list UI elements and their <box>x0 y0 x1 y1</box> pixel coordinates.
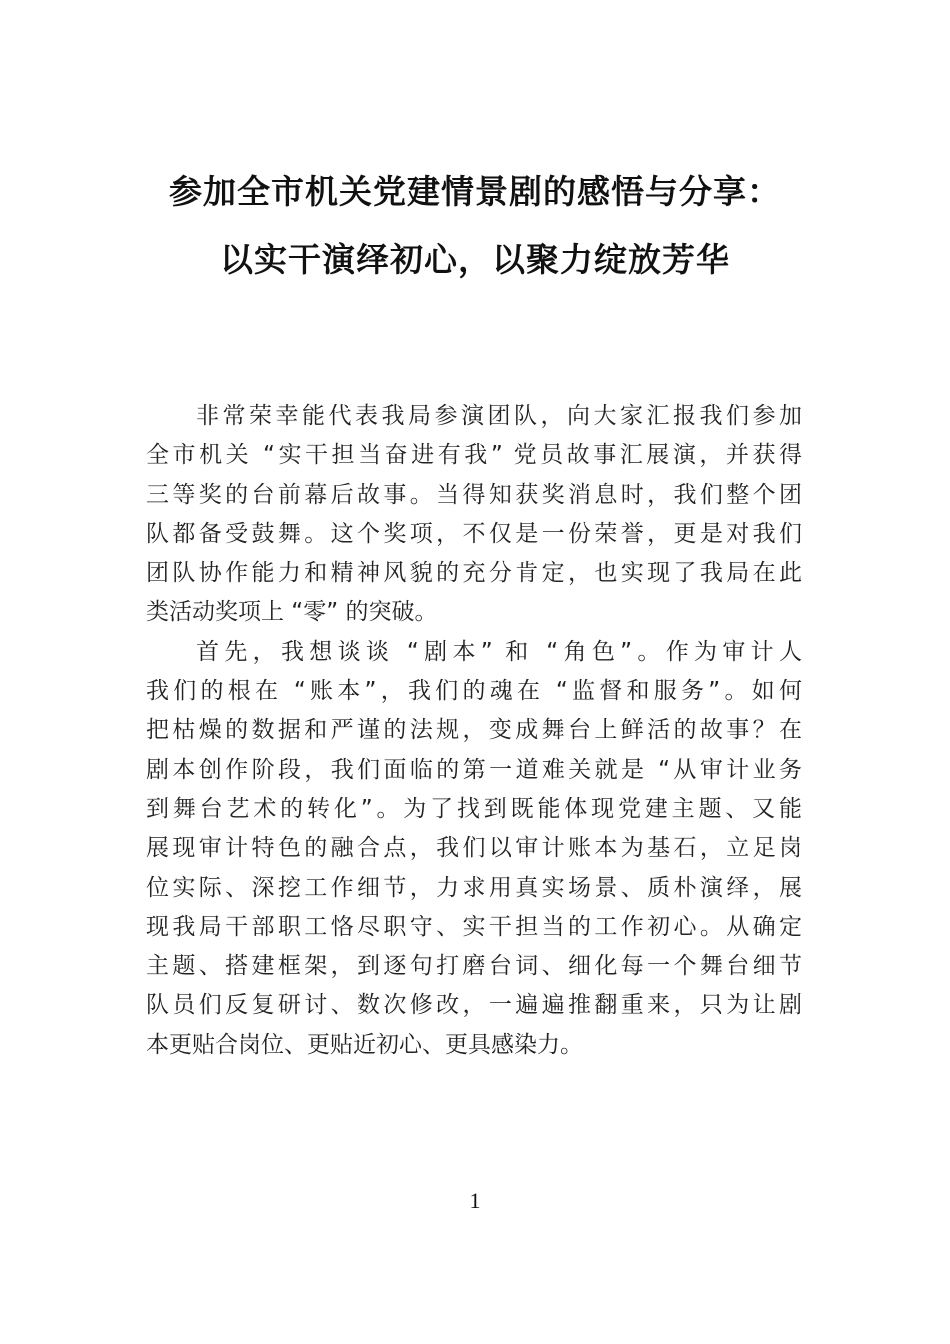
document-body <box>146 397 802 1065</box>
paragraph-line: 把枯燥的数据和严谨的法规，变成舞台上鲜活的故事？在 <box>146 717 802 744</box>
paragraph-line: 本更贴合岗位、更贴近初心、更具感染力。 <box>146 1031 583 1058</box>
paragraph-line: 三等奖的台前幕后故事。当得知获奖消息时，我们整个团 <box>146 481 802 508</box>
paragraph-line: 我们的根在 “账本”，我们的魂在 “监督和服务”。如何 <box>146 678 802 705</box>
title-line-1: 参加全市机关党建情景剧的感悟与分享： <box>169 172 781 211</box>
paragraph-line: 类活动奖项上 “零” 的突破。 <box>146 599 438 626</box>
paragraph-line: 非常荣幸能代表我局参演团队，向大家汇报我们参加 <box>196 403 802 429</box>
paragraph-line: 全市机关 “实干担当奋进有我” 党员故事汇展演，并获得 <box>146 442 802 469</box>
paragraph-line: 首先，我想谈谈 “剧本” 和 “角色”。作为审计人 <box>196 638 802 665</box>
paragraph-line: 剧本创作阶段，我们面临的第一道难关就是 “从审计业务 <box>146 756 802 783</box>
paragraph-1 <box>146 397 802 633</box>
title-line-2: 以实干演绎初心，以聚力绽放芳华 <box>220 240 730 279</box>
page-number: 1 <box>469 1188 481 1213</box>
paragraph-line: 主题、搭建框架，到逐句打磨台词、细化每一个舞台细节 <box>146 953 802 980</box>
paragraph-2 <box>146 633 802 1065</box>
paragraph-line: 队员们反复研讨、数次修改，一遍遍推翻重来，只为让剧 <box>146 992 802 1019</box>
paragraph-line: 队都备受鼓舞。这个奖项，不仅是一份荣誉，更是对我们 <box>146 520 802 547</box>
paragraph-line: 到舞台艺术的转化”。为了找到既能体现党建主题、又能 <box>146 795 802 822</box>
paragraph-line: 位实际、深挖工作细节，力求用真实场景、质朴演绎，展 <box>146 874 802 901</box>
paragraph-line: 团队协作能力和精神风貌的充分肯定，也实现了我局在此 <box>146 560 802 587</box>
paragraph-line: 展现审计特色的融合点，我们以审计账本为基石，立足岗 <box>146 835 802 862</box>
document-title <box>0 166 950 302</box>
paragraph-line: 现我局干部职工恪尽职守、实干担当的工作初心。从确定 <box>146 913 802 940</box>
